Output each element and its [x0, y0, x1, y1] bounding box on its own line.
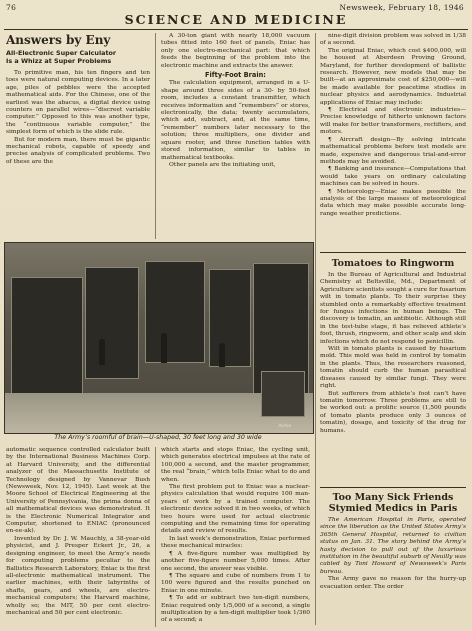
- paragraph: In the Bureau of Agricultural and Industrial Chemistry at Beltsville, Md., Department of Agriculture scientists sought a cure for fusarium wilt in tomato plants. To their surprise they stumbled onto a remarkably effective treatment for fungus infections in human beings. The discovery is tomatin, an antibiotic. Although still in the test-tube stage, it has relieved athlete’s foot, thrush, ringworm, and other scalp and skin infections which do not respond to penicillin.: [320, 272, 466, 345]
- photo-caption: The Army’s roomful of brain—U-shaped, 30 feet long and 30 wide: [54, 434, 262, 441]
- paragraph: But sufferers from athlete’s foot can’t have tomatin tomorrow. Three problems are still to be worked out: a prolific source (1,500 pounds of tomato plants produce only 3 ounces of tomatin), dosage, and toxicity of the drug for humans.: [320, 390, 466, 434]
- paragraph: But for modern man, there must be gigantic mechanical robots, capable of speedy and precise analysis of complicated problems. Two of these are the: [6, 136, 150, 165]
- column-divider: [315, 33, 316, 625]
- paragraph: ¶ A five-figure number was multiplied by another five-figure number 5,000 times. After one second, the answer was visible.: [161, 550, 310, 572]
- paragraph: ¶ Banking and insurance—Computations that would take years on ordinary calculating machines can be solved in hours.: [320, 166, 466, 188]
- article-tomatoes-title: Tomatoes to Ringworm: [331, 258, 455, 269]
- article-tomatoes: [320, 256, 466, 484]
- article-eniac-col2: [161, 33, 310, 241]
- paragraph: The calculation equipment, arranged in a U-shape around three sides of a 30- by 50-foot room, includes a constant transmitter, which receives information and “remembers” or stores, electronically, the data; twenty accumulators, which add, subtract, and, at the same time, “remember” numbers later necessary to the solution; three multipliers, one divider and square rooter, and three function tables with stored information, similar to tables in mathematical textbooks.: [161, 80, 310, 161]
- paragraph: ¶ To add or subtract two ten-digit numbers, Eniac required only 1/5,000 of a second, a single multiplication by a ten-digit multiplier took 1/360 of a second; a: [161, 595, 310, 624]
- section-title: SCIENCE AND MEDICINE: [124, 12, 348, 27]
- article-eniac-title: Answers by Eny: [6, 33, 111, 47]
- article-eniac-col3: [320, 33, 466, 249]
- article-divider: [320, 252, 466, 253]
- paragraph: A 30-ton giant with nearly 18,000 vacuum tubes fitted into 160 feet of panels, Eniac has only one electro-mechanical part: that which feeds the beginning of the problem into the electronic machine and extracts the answer.: [161, 33, 310, 69]
- column-divider: [155, 33, 156, 239]
- paragraph: The first problem put to Eniac was a nuclear-physics calculation that would require 100 man-years of work by a trained computer. The electronic device solved it in two weeks, of which two hours were used for actual electronic computing and the remaining time for operating details and review of results.: [161, 484, 310, 535]
- article-paris-title-1: Too Many Sick Friends: [332, 492, 454, 503]
- article-eniac-bottom-col2: [161, 447, 310, 629]
- paragraph: Invented by Dr. J. W. Mauchly, a 38-year-old physicist, and J. Presper Eckert Jr., 26, a designing engineer, to meet the Army’s needs for computing problems peculiar to the Ballistics Research Laboratory, Eniac is the first all-electronic mathematical instrument. The earlier machines, with their labyrinths of shafts, gears, and wheels, are electro-mechanical computers; the Harvard machine, wholly so; the MIT, 50 per cent electro-mechanical and 50 per cent electronic.: [6, 535, 150, 616]
- article-paris: [320, 490, 466, 630]
- paragraph: Other panels are the initiating unit,: [169, 161, 276, 168]
- paragraph: In last week’s demonstration, Eniac performed these mechanical miracles:: [161, 535, 310, 550]
- paragraph: ¶ The square and cube of numbers from 1 to 100 were figured and the results punched on Eniac in one minute.: [161, 572, 310, 594]
- page-number: 76: [6, 3, 17, 12]
- paragraph: The original Eniac, which cost $400,000, will be housed at Aberdeen Proving Ground, Maryland, for further development of ballistic research. However, new models that may be built—at an approximate cost of $250,000—will be made available for peacetime studies in nuclear physics and aerodynamics. Industrial applications of Eniac may include:: [320, 47, 466, 106]
- paragraph: which starts and stops Eniac, the cycling unit, which generates electrical impulses at the rate of 100,000 a second, and the master programmer, the real “brain,” which tells Eniac what to do and when.: [161, 447, 310, 483]
- paragraph: Wilt in tomato plants is caused by fusarium mold. This mold was held in control by tomatin in the plants. Thus, the researchers reasoned, tomatin should curb the human parasitical diseases caused by similar fungi. They were right.: [320, 346, 466, 390]
- article-eniac-deck-1: All-Electronic Super Calculator: [6, 49, 117, 57]
- paragraph-italic: The American Hospital in Paris, operated since the liberation as the United States Army’s 365th General Hospital, returned to civilian status on Jan. 31. The story behind the Army’s hasty decision to pull out of the luxurious institution in the beautiful suburb of Neuilly was cabled by Toni Howard of Newsweek’s Paris bureau.: [320, 517, 466, 575]
- article-divider: [320, 487, 466, 488]
- paragraph: automatic sequence controlled calculator built by the International Business Machines Corp. at Harvard University, and the differential analyzer of the Massachusetts Institute of Technology designed by Vannevar Bush (Newsweek, Nov. 12, 1945). Last week at the Moore School of Electrical Engineering at the University of Pennsylvania, the prima donna of all mathematical devices was demonstrated. It is the Electronic Numerical Integrator and Computer, shortened to ENIAC (pronounced en-ee-ak).: [6, 447, 150, 535]
- paragraph: To primitive man, his ten fingers and ten toes were natural computing devices. In a later age, piles of pebbles were the accepted mathematical aids. For the Chinese, one of the earliest was the abacus, a digital device using counters on parallel wires—“discreet variable computer.” Opposed to this was another type, the “continuous variable computer,” the simplest form of which is the slide rule.: [6, 70, 150, 136]
- paragraph: ¶ Electrical and electronic industries—Precise knowledge of hitherto unknown factors will make for better transformers, rectifiers, and motors.: [320, 107, 466, 136]
- photo-credit: Acme: [278, 424, 291, 429]
- article-eniac-bottom-col1: [6, 447, 150, 629]
- magazine-dateline: Newsweek, February 18, 1946: [339, 3, 464, 12]
- column-divider: [155, 447, 156, 627]
- paragraph: The Army gave no reason for the hurry-up evacuation order. The order: [320, 576, 466, 590]
- paragraph: ¶ Aircraft design—By solving intricate mathematical problems before test models are made, expensive and dangerous trial-and-error methods may be avoided.: [320, 136, 466, 165]
- article-paris-title-2: Stymied Medics in Paris: [328, 503, 458, 514]
- header-rule: [4, 29, 468, 30]
- article-eniac-deck-2: Is a Whizz at Super Problems: [6, 57, 112, 65]
- eniac-photo: [4, 242, 314, 434]
- article-eniac-col1: [6, 33, 150, 241]
- subhead-fifty-foot-brain: Fifty-Foot Brain:: [205, 71, 266, 80]
- paragraph: nine-digit division problem was solved in 1/38 of a second.: [320, 33, 466, 47]
- paragraph: ¶ Meteorology—Eniac makes possible the analysis of the large masses of meteorological data which may make possible accurate long-range weather predictions.: [320, 188, 466, 217]
